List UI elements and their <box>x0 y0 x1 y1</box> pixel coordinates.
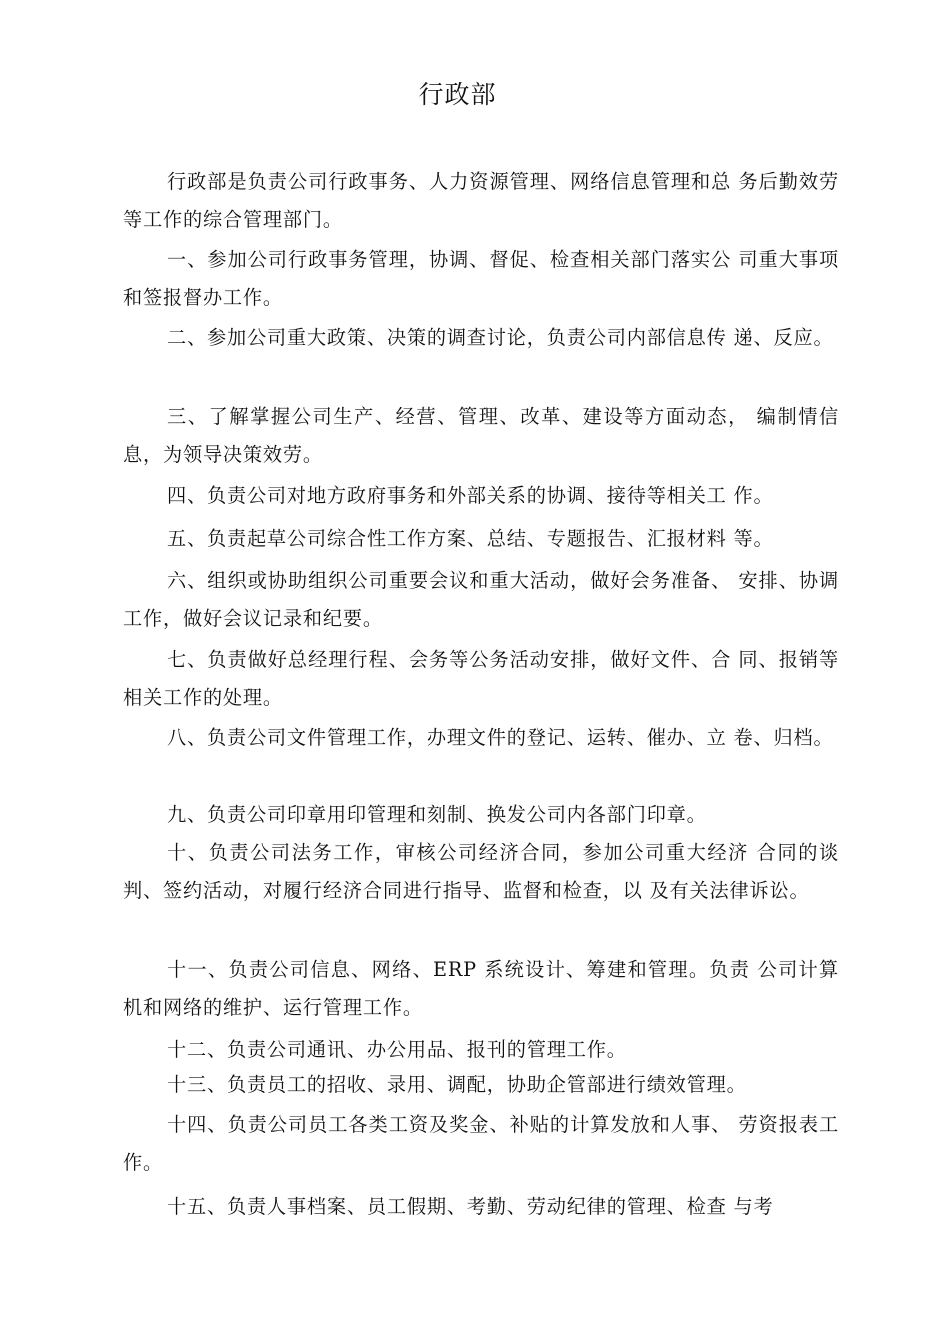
page-title: 行政部 <box>418 80 497 109</box>
paragraph-item-1: 一、参加公司行政事务管理，协调、督促、检查相关部门落实公 司重大事项和签报督办工作。 <box>123 248 839 309</box>
paragraph-item-9: 九、负责公司印章用印管理和刻制、换发公司内各部门印章。 <box>167 803 707 826</box>
paragraph-item-5: 五、负责起草公司综合性工作方案、总结、专题报告、汇报材料 等。 <box>167 527 774 550</box>
paragraph-item-4: 四、负责公司对地方政府事务和外部关系的协调、接待等相关工 作。 <box>167 484 774 507</box>
paragraph-item-15: 十五、负责人事档案、员工假期、考勤、劳动纪律的管理、检查 与考 <box>167 1195 774 1218</box>
paragraph-item-6: 六、组织或协助组织公司重要会议和重大活动，做好会务准备、 安排、协调工作，做好会议记录和纪要。 <box>123 569 839 630</box>
paragraph-item-2: 二、参加公司重大政策、决策的调查讨论，负责公司内部信息传 递、反应。 <box>167 326 834 349</box>
paragraph-item-11: 十一、负责公司信息、网络、ERP 系统设计、筹建和管理。负责 公司计算机和网络的维护、运行管理工作。 <box>123 958 839 1019</box>
paragraph-item-14: 十四、负责公司员工各类工资及奖金、补贴的计算发放和人事、 劳资报表工作。 <box>123 1113 839 1174</box>
paragraph-item-7: 七、负责做好总经理行程、会务等公务活动安排，做好文件、合 同、报销等相关工作的处理。 <box>123 648 839 709</box>
paragraph-item-3: 三、了解掌握公司生产、经营、管理、改革、建设等方面动态， 编制情信息，为领导决策效劳。 <box>123 405 839 466</box>
paragraph-item-13: 十三、负责员工的招收、录用、调配，协助企管部进行绩效管理。 <box>167 1073 747 1096</box>
paragraph-item-8: 八、负责公司文件管理工作，办理文件的登记、运转、催办、立 卷、归档。 <box>167 726 834 749</box>
paragraph-item-10: 十、负责公司法务工作，审核公司经济合同，参加公司重大经济 合同的谈判、签约活动，对履行经济合同进行指导、监督和检查，以 及有关法律诉讼。 <box>123 841 839 902</box>
paragraph-item-12: 十二、负责公司通讯、办公用品、报刊的管理工作。 <box>167 1038 627 1061</box>
paragraph-intro: 行政部是负责公司行政事务、人力资源管理、网络信息管理和总 务后勤效劳等工作的综合管理部门。 <box>123 170 839 231</box>
